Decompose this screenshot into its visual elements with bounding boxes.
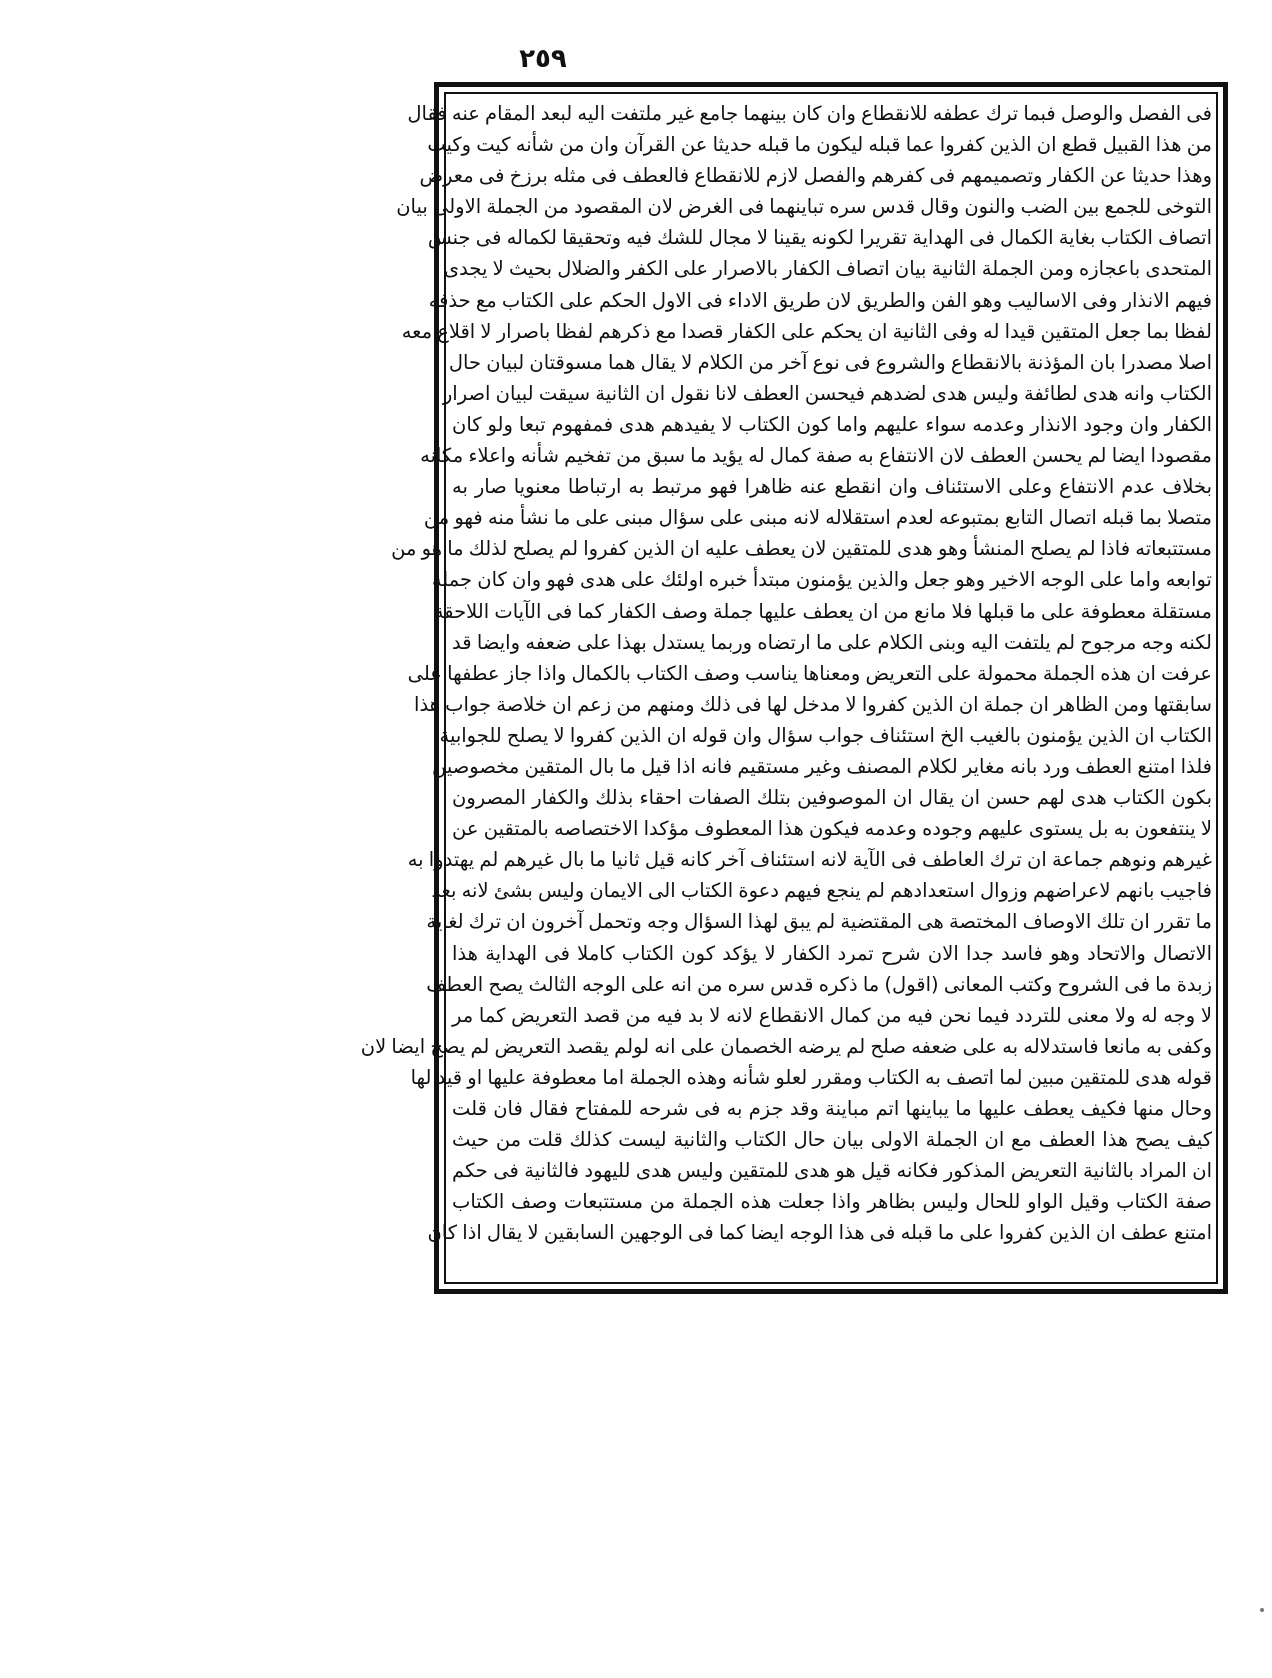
text-line-9: اصلا مصدرا بان المؤذنة بالانقطاع والشروع فى نوع آخر من الكلام لا يقال هما مسوقتان لبيان حال xyxy=(448,350,1212,374)
text-line-11: الكفار وان وجود الانذار وعدمه سواء عليهم واما كون الكتاب لا يفيدهم هدى فمفهوم تبعا ولو كان xyxy=(452,412,1212,436)
text-line-33: وحال منها فكيف يعطف عليها ما يباينها اتم مباينة وقد جزم به فى شرحه للمفتاح فقال فان قلت xyxy=(452,1097,1212,1120)
text-line-31: وكفى به مانعا فاستدلاله به على ضعفه صلح لم يرضه الخصمان على انه لولم يقصد التعريض لم يصح ايضا لان xyxy=(360,1034,1212,1058)
text-line-29: زبدة ما فى الشروح وكتب المعانى (اقول) ما ذكره قدس سره من انه على الوجه الثالث يصح العطف xyxy=(426,972,1212,996)
text-line-38 xyxy=(452,1248,1212,1279)
text-line-18: لكنه وجه مرجوح لم يلتفت اليه وبنى الكلام على ما ارتضاه وربما يستدل بهذا على ضعفه وايضا قد xyxy=(452,630,1212,654)
text-line-5: اتصاف الكتاب بغاية الكمال فى الهداية تقريرا لكونه يقينا لا مجال للشك فيه وتحقيقا لكماله فى جنس xyxy=(427,226,1212,250)
text-line-14: متصلا بما قبله اتصال التابع بمتبوعه لعدم استقلاله لانه مبنى على سؤال مبنى على ما نشأ منه فهو من xyxy=(423,506,1212,530)
text-line-28: الاتصال والاتحاد وهو فاسد جدا الان شرح تمرد الكفار لا يؤكد كون الكتاب كاملا فى الهداية هذا xyxy=(452,941,1212,965)
text-line-3: وهذا حديثا عن الكفار وتصميمهم فى كفرهم والفصل لازم للانقطاع فالعطف فى مثله برزخ فى معرض xyxy=(419,164,1212,188)
text-line-23: بكون الكتاب هدى لهم حسن ان يقال ان الموصوفين بتلك الصفات احقاء بذلك والكفار المصرون xyxy=(452,786,1212,810)
text-line-7: فيهم الانذار وفى الاساليب وهو الفن والطريق لان طريق الاداء فى الاول الحكم على الكتاب مع حذفه xyxy=(428,288,1212,312)
text-line-32: قوله هدى للمتقين مبين لما اتصف به الكتاب ومقرر لعلو شأنه وهذه الجملة اما معطوفة عليها او قيد لها xyxy=(410,1065,1212,1089)
text-line-25: غيرهم ونوهم جماعة ان ترك العاطف فى الآية لانه استئناف آخر كانه قيل ثانيا ما بال غيرهم لم يهتدوا به xyxy=(407,848,1212,872)
text-line-16: توابعه واما على الوجه الاخير وهو جعل والذين يؤمنون مبتدأ خبره اولئك على هدى فهو وان كان جملة xyxy=(431,568,1212,592)
text-line-27: ما تقرر ان تلك الاوصاف المختصة هى المقتضية لم يبق لهذا السؤال وجه وتحمل آخرون ان ترك لغاية xyxy=(426,910,1212,934)
text-line-37: امتنع عطف ان الذين كفروا على ما قبله فى هذا الوجه ايضا كما فى الوجهين السابقين لا يقال اذا كان xyxy=(427,1221,1212,1245)
text-line-12: مقصودا ايضا لم يحسن العطف لان الانتفاع به صفة كمال له يؤيد ما سبق من تفخيم شأنه واعلاء مكانه xyxy=(420,444,1212,468)
text-line-22: فلذا امتنع العطف ورد بانه مغاير لكلام المصنف وغير مستقيم فانه اذا قيل ما بال المتقين مخصوصين xyxy=(431,754,1212,778)
text-line-8: لفظا بما جعل المتقين قيدا له وفى الثانية ان يحكم على الكفار قصدا مع ذكرهم لفظا باصرار لا اقلاع معه xyxy=(401,319,1212,343)
text-line-1: فى الفصل والوصل فبما ترك عطفه للانقطاع وان كان بينهما جامع غير ملتفت اليه لبعد المقام عنه فقال xyxy=(407,102,1212,125)
text-line-10: الكتاب وانه هدى لطائفة وليس هدى لضدهم فيحسن العطف لانا نقول ان الثانية سيقت لبيان اصرار xyxy=(442,381,1212,405)
text-line-17: مستقلة معطوفة على ما قبلها فلا مانع من ان يعطف عليها جملة وصف الكفار كما فى الآيات اللاحقة xyxy=(433,599,1212,623)
text-line-34: كيف يصح هذا العطف مع ان الجملة الاولى بيان حال الكتاب والثانية ليست كذلك قلت من حيث xyxy=(452,1128,1212,1152)
text-line-13: بخلاف عدم الانتفاع وعلى الاستئناف وان انقطع عنه ظاهرا فهو مرتبط به ارتباطا معنويا صار به xyxy=(452,475,1212,499)
text-line-21: الكتاب ان الذين يؤمنون بالغيب الخ استئناف جواب سؤال وان قوله ان الذين كفروا لا يصلح للجوابية xyxy=(439,723,1212,747)
text-line-20: سابقتها ومن الظاهر ان جملة ان الذين كفروا لا مدخل لها فى ذلك ومنهم من زعم ان خلاصة جواب هذا xyxy=(414,692,1212,716)
text-line-24: لا ينتفعون به بل يستوى عليهم وجوده وعدمه فيكون هذا المعطوف مؤكدا الاختصاصه بالمتقين عن xyxy=(452,817,1212,841)
text-line-6: المتحدى باعجازه ومن الجملة الثانية بيان اتصاف الكفار بالاصرار على الكفر والضلال بحيث لا يجدى xyxy=(443,257,1212,281)
text-line-36: صفة الكتاب وقيل الواو للحال وليس بظاهر واذا جعلت هذه الجملة من مستتبعات وصف الكتاب xyxy=(452,1190,1212,1214)
text-line-26: فاجيب بانهم لاعراضهم وزوال استعدادهم لم ينجع فيهم دعوة الكتاب الى الايمان وليس بشئ لانه بعد xyxy=(431,879,1212,903)
page-number: ٢٥٩ xyxy=(519,44,567,74)
text-line-4: التوخى للجمع بين الضب والنون وقال قدس سره تباينهما فى الغرض لان المقصود من الجملة الاولى بيان xyxy=(396,195,1212,219)
scan-speck xyxy=(1260,1608,1264,1612)
text-line-19: عرفت ان هذه الجملة محمولة على التعريض ومعناها يناسب وصف الكتاب بالكمال واذا جاز عطفها على xyxy=(407,661,1212,685)
text-line-30: لا وجه له ولا معنى للتردد فيما نحن فيه من كمال الانقطاع لانه لا بد فيه من قصد التعريض كما مر xyxy=(452,1003,1212,1027)
text-body xyxy=(360,98,1212,1280)
text-line-35: ان المراد بالثانية التعريض المذكور فكانه قيل هو هدى للمتقين وليس هدى لليهود فالثانية فى حكم xyxy=(452,1159,1212,1183)
text-line-15: مستتبعاته فاذا لم يصلح المنشأ وهو هدى للمتقين لان يعطف عليه ان الذين كفروا لم يصلح لذلك ما هو من xyxy=(391,537,1212,561)
text-line-2: من هذا القبيل قطع ان الذين كفروا عما قبله ليكون ما قبله حديثا عن القرآن وان من شأنه كيت وكيت xyxy=(427,133,1212,157)
